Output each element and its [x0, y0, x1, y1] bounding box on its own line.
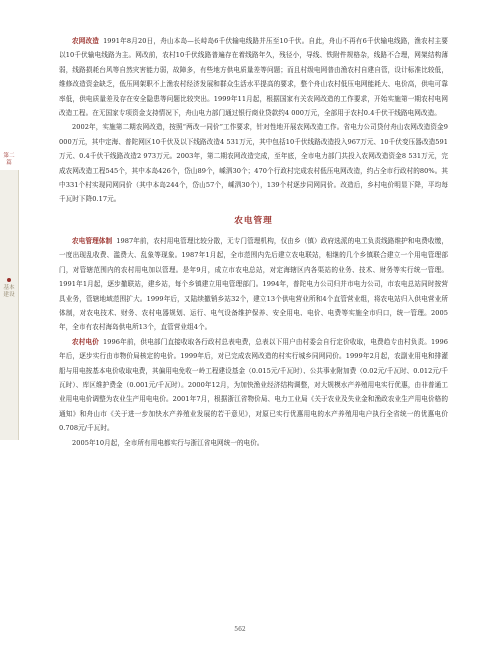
paragraph-heading: 农网改造	[72, 37, 100, 45]
main-content	[59, 34, 448, 450]
paragraph-text: 2005年10月起，全市所有用电都实行与浙江省电网统一的电价。	[72, 438, 264, 447]
chapter-marker-dot	[7, 278, 11, 282]
paragraph-unified-price	[59, 436, 448, 450]
paragraph-second-phase	[59, 120, 448, 206]
page-number: 562	[234, 626, 246, 633]
paragraph-rural-electricity-price	[59, 335, 448, 436]
paragraph-management-system	[59, 234, 448, 335]
chapter-label: 第二篇	[3, 153, 15, 166]
chapter-side-tab	[0, 0, 20, 651]
paragraph-heading: 农村电价	[72, 337, 100, 346]
paragraph-heading: 农电管理体制	[72, 236, 113, 245]
chapter-name: 基本建设	[3, 285, 15, 298]
paragraph-text: 1996年前，供电部门直接收取各行政村总表电费，总表以下用户由村委会自行定价收取，电费趋专由村负责。1996年后，逐步实行由市物价局核定的电价。1999年后，对已完成农网改造的村实行城乡同网同价。1999年2月起，农副业用电和排灌船与用电按基本电价收取电费，其偏用电免收一岭工程建设基金（0.015元/千瓦时）、公共事业附加费（0.02元/千瓦时、0.012元/千瓦时）、库区维护费金（0.001元/千瓦时）。2000年12月，为加快渔业经济结构调整，对大规模水产养殖用电实行优惠，由非普通工业用电电价调整为农业生产用电电价。2001年7月，根据浙江省物价局、电力工业局《关于农业及失业金和渔政农业生产用电价格的通知》和舟山市《关于进一步加快水产养殖业发展的若干意见》，对原已实行优惠用电的水产养殖用电户执行全省统一的优惠电价0.708元/千瓦时。	[59, 337, 449, 433]
section-title: 农电管理	[234, 215, 273, 226]
paragraph-text: 1991年8月20日，舟山本岛—长峙岛6千伏输电线路并压至10千伏。自此，舟山不再有6千伏输电线路，渔农村主要以10千伏输电线路为主。网改前，农村10千伏线路普遍存在着线路年久，残径小，导线、铁附件规格杂，线路不合理，网架结构薄弱，线路损耗台风等自然灾害能力弱，故障多，有些地方供电质量差等问题；而且村级电网普由渔农村自建自管，设计标准比较低，维修改造资金缺乏，低压网架职不上渔农村经济发展和群众生活水平提高的要求，整个舟山农村低压电网能耗大、电价高，供电可靠率低，供电质量差及存在安全隐患等问题比较突出。1999年11月起，根据国家有关农网改造的工作要求，开始实施第一期农村电网改造工程。在无国家专项资金支持情况下，舟山电力部门通过银行商业贷款约4 000万元，全部用于农村0.4千伏干线路电网改造。	[59, 37, 448, 118]
paragraph-rural-network-renovation	[59, 34, 448, 120]
paragraph-text: 2002年，实施第二期农网改造，按照“两改一同价”工作要求，针对性地开展农网改造工作。省电力公司贷付舟山农网改造资金9 000万元，其中定海、普陀网区10千伏及以下线路改造4 531万元，其中包括10千伏线路改造投入967万元、10千伏变压器改造591万元、0.4千伏干线路改造2 973万元。2003年，第二期农网改造完成，至年底，全市电力部门共投入农网改造资金8 531万元，完成农网改造工程545个，其中本岛426个，岱山89个，嵊泗30个；470个行政村完成农村低压电网改造，约占全市行政村的80%。其中331个村实现同网同价（其中本岛244个，岱山57个，嵊泗30个），139个村逐步同网同价。改造后，乡村电价明显下降，平均每千瓦时下降0.17元。	[59, 123, 448, 204]
side-tab-band	[0, 170, 19, 440]
paragraph-text: 1987年前，农村用电管理比较分散，无专门管理机构，仅由乡（镇）政府选派的电工负责线路维护和电费收缴，一度出现乱收费、滥费大、乱象等现象。1987年1月起，全市范围内先后建立农电联站，相继的几个乡镇联合建立一个用电管理部门，对管辖范围内的农村用电加以管理。是年9月，成立市农电总站，对定海辖区内各渠站的业务、技术、财务等实行统一管理。1991年1月起，逐步撤联站，建乡站，每个乡镇建立用电管理部门。1994年，普陀电力公司归并市电力公司，市农电总站同时按营具业务，管辖地域范围扩大。1999年后，又陆续撤销乡站32个，建立13个供电营业所和4个直管营业组，将农电站归入供电营业所体制，对农电技术、财务、农村电器规划、运行、电气设备维护保养、安全用电、电价、电费等实施全市归口，统一管理。2005年，全市有农村海岛供电所13个，直管营业组4个。	[59, 236, 449, 332]
